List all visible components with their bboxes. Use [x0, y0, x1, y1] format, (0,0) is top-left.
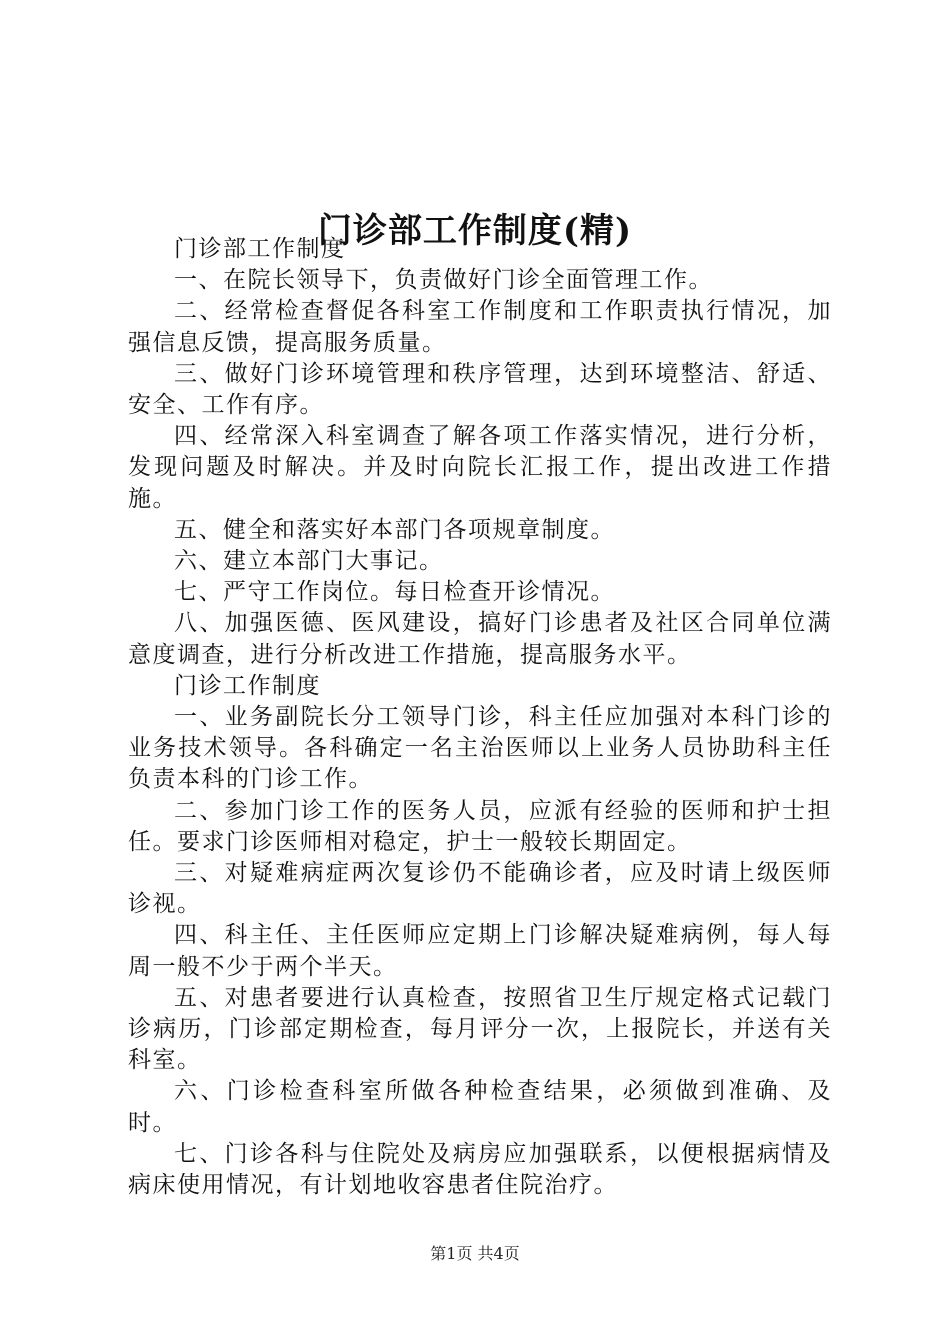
- paragraph: 四、经常深入科室调查了解各项工作落实情况，进行分析，发现问题及时解决。并及时向院长汇报工作，提出改进工作措施。: [128, 423, 832, 512]
- paragraph: 三、对疑难病症两次复诊仍不能确诊者，应及时请上级医师诊视。: [128, 860, 832, 918]
- paragraph: 七、严守工作岗位。每日检查开诊情况。: [174, 579, 615, 606]
- paragraph: 一、业务副院长分工领导门诊，科主任应加强对本科门诊的业务技术领导。各科确定一名主治医师以上业务人员协助科主任负责本科的门诊工作。: [128, 704, 832, 793]
- paragraph: 四、科主任、主任医师应定期上门诊解决疑难病例，每人每周一般不少于两个半天。: [128, 922, 832, 980]
- page-title: 门诊部工作制度(精): [317, 210, 633, 251]
- paragraph: 八、加强医德、医风建设，搞好门诊患者及社区合同单位满意度调查，进行分析改进工作措施，提高服务水平。: [128, 610, 832, 668]
- page-number: 第1页 共4页: [430, 1244, 520, 1263]
- paragraph: 一、在院长领导下，负责做好门诊全面管理工作。: [174, 267, 713, 294]
- document-body: [128, 234, 832, 1201]
- paragraph: 五、对患者要进行认真检查，按照省卫生厅规定格式记载门诊病历，门诊部定期检查，每月评分一次，上报院长，并送有关科室。: [128, 984, 832, 1074]
- section-heading: 门诊部工作制度: [174, 236, 346, 262]
- paragraph: 五、健全和落实好本部门各项规章制度。: [174, 516, 615, 543]
- paragraph: 六、建立本部门大事记。: [174, 548, 444, 575]
- paragraph: 七、门诊各科与住院处及病房应加强联系，以便根据病情及病床使用情况，有计划地收容患者住院治疗。: [128, 1140, 832, 1199]
- paragraph: 六、门诊检查科室所做各种检查结果，必须做到准确、及时。: [128, 1078, 832, 1136]
- section-heading: 门诊工作制度: [174, 672, 321, 699]
- paragraph: 三、做好门诊环境管理和秩序管理，达到环境整洁、舒适、安全、工作有序。: [128, 360, 832, 419]
- paragraph: 二、参加门诊工作的医务人员，应派有经验的医师和护士担任。要求门诊医师相对稳定，护士一般较长期固定。: [128, 797, 832, 855]
- paragraph: 二、经常检查督促各科室工作制度和工作职责执行情况，加强信息反馈，提高服务质量。: [128, 298, 832, 356]
